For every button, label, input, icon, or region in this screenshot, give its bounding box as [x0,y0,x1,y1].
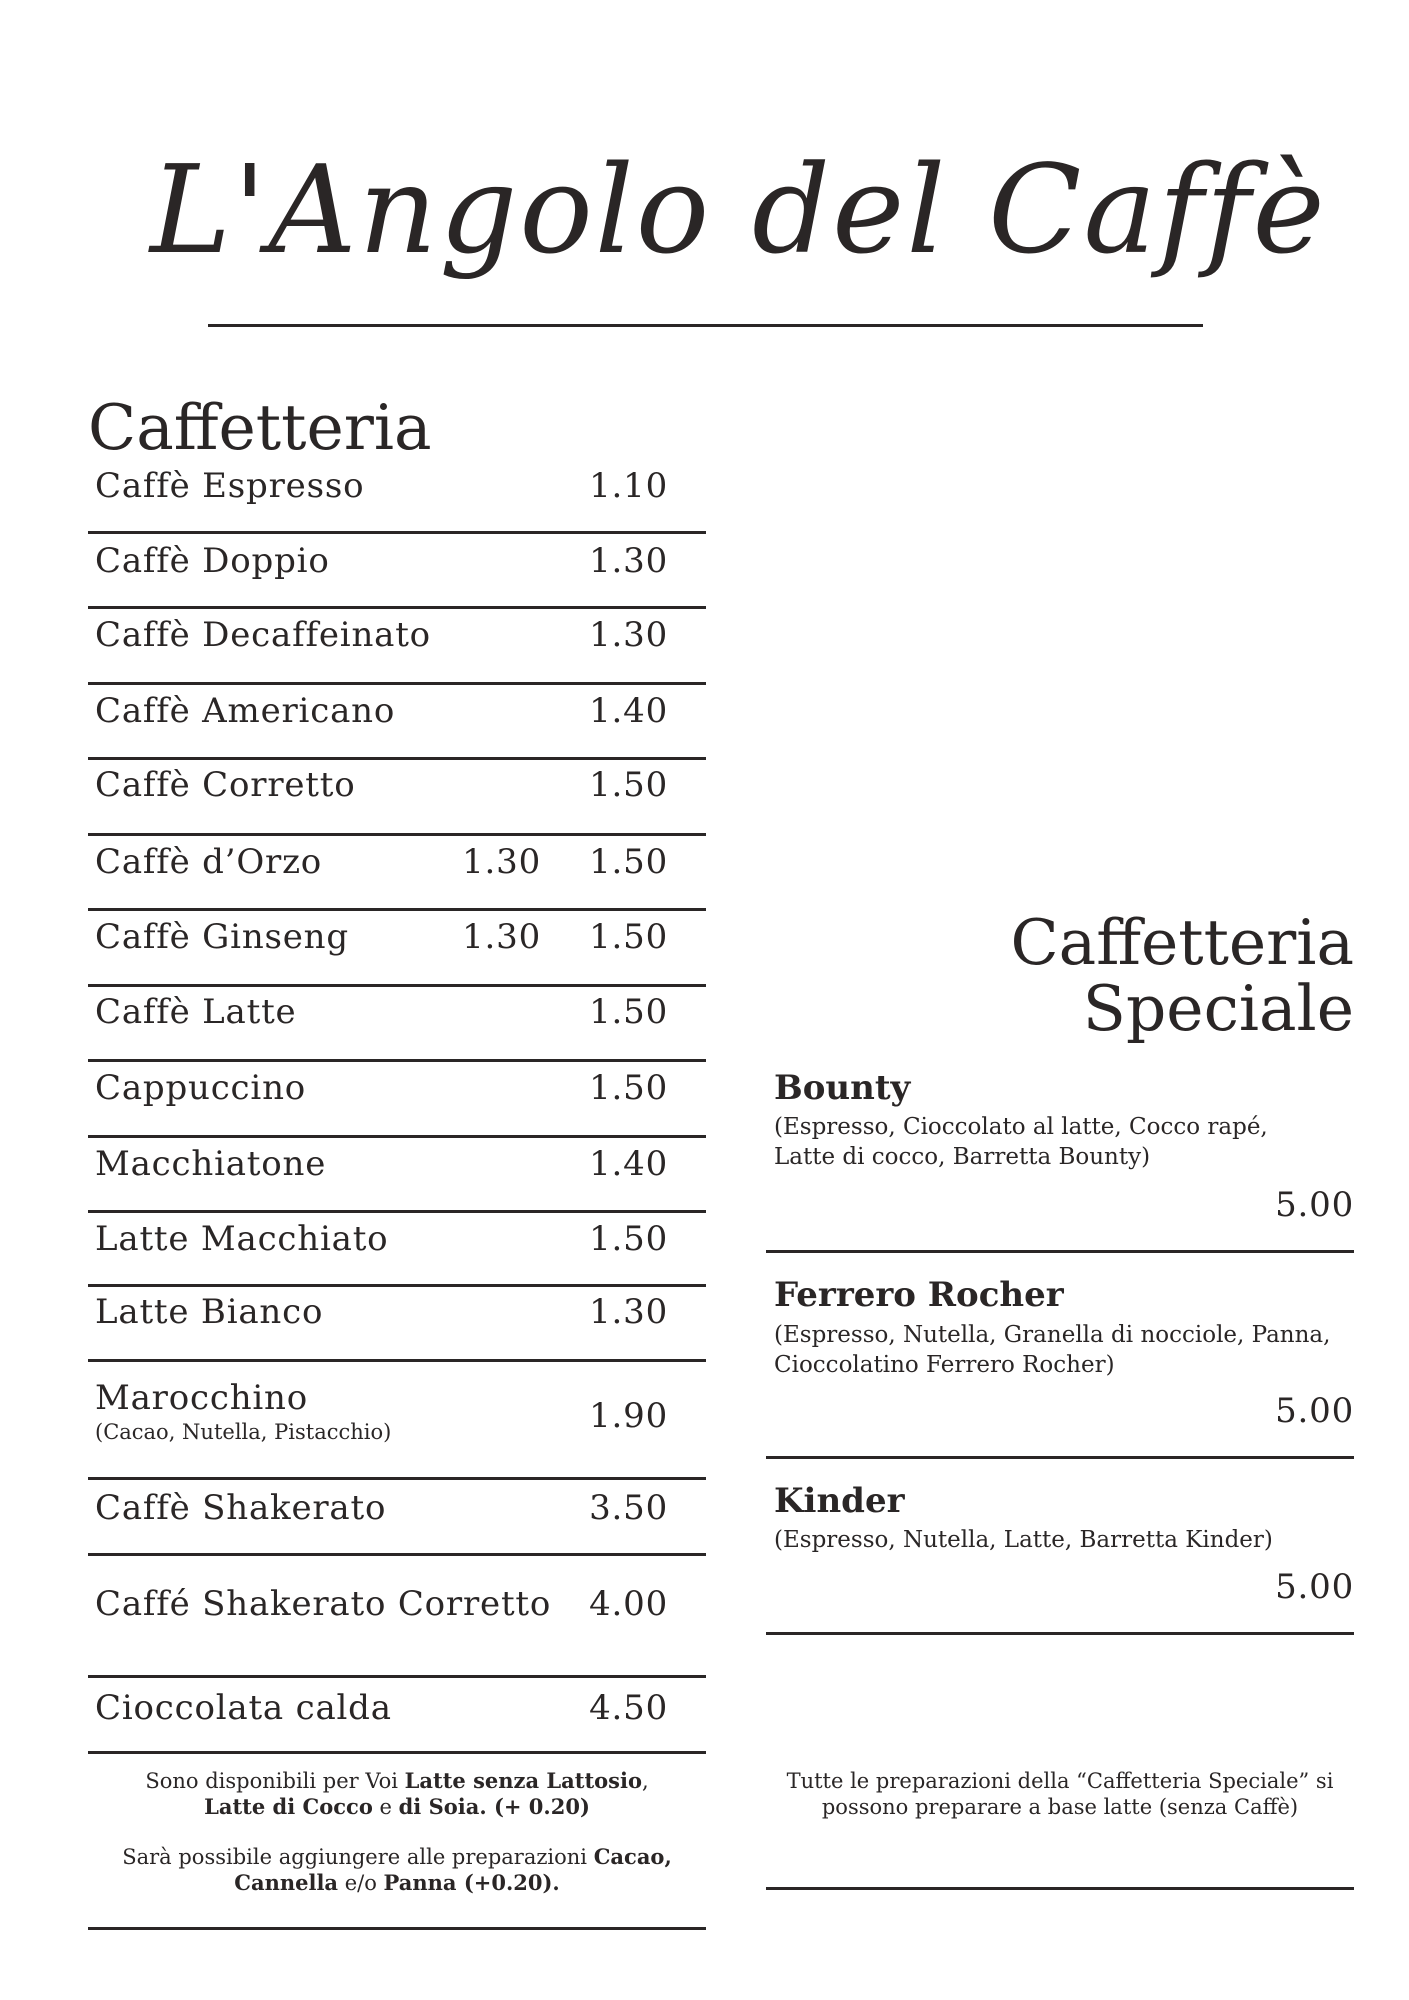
caffetteria-list [88,458,706,1754]
special-price: 5.00 [1275,1185,1354,1225]
item-price: 1.50 [589,917,668,957]
special-name: Bounty [774,1068,911,1108]
menu-item [88,1062,706,1138]
milk-note-sep-2: e [372,1795,399,1819]
item-price-small: 1.30 [462,917,541,957]
special-description: (Espresso, Nutella, Latte, Barretta Kinder) [774,1527,1273,1553]
item-price: 1.30 [589,1292,668,1332]
item-price: 1.50 [589,842,668,882]
special-item [766,1068,1354,1253]
milk-note-lactose-free: Latte senza Lattosio [404,1768,642,1793]
item-price: 1.40 [589,1144,668,1184]
menu-item [88,836,706,911]
item-name: Caffè Latte [95,992,297,1032]
item-price: 1.90 [589,1396,668,1436]
extras-note-prefix: Sarà possibile aggiungere alle preparazioni [122,1845,594,1869]
item-price: 1.30 [589,541,668,581]
menu-item [88,534,706,609]
extras-note-cream: Panna (+0.20). [383,1870,560,1895]
item-name: Caffè Shakerato [95,1488,387,1528]
item-price: 4.50 [589,1688,668,1728]
menu-item [88,458,706,534]
title-divider [208,324,1203,327]
menu-item [88,1480,706,1556]
item-name: Latte Bianco [95,1292,324,1332]
item-price: 4.00 [589,1584,668,1624]
milk-note-sep-1: , [641,1769,649,1793]
menu-item [88,1287,706,1362]
milk-note-soy: di Soia. (+ 0.20) [398,1794,590,1819]
menu-item [88,685,706,760]
item-name: Caffè Americano [95,691,396,731]
speciale-note-text: Tutte le preparazioni della “Caffetteria Speciale” si possono preparare a base latte (senza Caffè) [786,1769,1334,1819]
item-price: 1.30 [589,615,668,655]
menu-item [88,987,706,1062]
item-name: Caffè Decaffeinato [95,615,431,655]
item-name: Cioccolata calda [95,1688,392,1728]
speciale-note [766,1768,1354,1890]
item-price-small: 1.30 [462,842,541,882]
extras-note [88,1844,706,1896]
item-price: 3.50 [589,1488,668,1528]
item-price: 1.10 [589,466,668,506]
caffetteria-notes [88,1768,706,1930]
special-name: Kinder [774,1481,905,1521]
special-description: (Espresso, Nutella, Granella di nocciole, Panna, Cioccolatino Ferrero Rocher) [774,1322,1331,1378]
item-name: Cappuccino [95,1068,307,1108]
extras-note-sep: e/o [338,1871,384,1895]
item-name: Caffé Shakerato Corretto [95,1584,552,1624]
speciale-heading-line-1: Caffetteria [1010,906,1354,979]
special-item [766,1459,1354,1635]
menu-item [88,1213,706,1287]
special-item [766,1253,1354,1459]
item-price: 1.50 [589,1219,668,1259]
speciale-heading-line-2: Speciale [1082,972,1354,1045]
milk-note-prefix: Sono disponibili per Voi [145,1769,405,1793]
extras-note-cacao-cinnamon: Cacao, Cannella [234,1844,672,1895]
item-subtitle: (Cacao, Nutella, Pistacchio) [95,1420,392,1444]
item-name: Caffè Ginseng [95,917,349,957]
menu-item [88,760,706,836]
item-price: 1.50 [589,992,668,1032]
menu-item [88,1556,706,1678]
special-price: 5.00 [1275,1567,1354,1607]
item-name: Latte Macchiato [95,1219,389,1259]
special-name: Ferrero Rocher [774,1275,1064,1315]
item-name: Caffè Corretto [95,765,356,805]
caffetteria-heading: Caffetteria [88,391,432,464]
menu-item [88,1362,706,1480]
special-price: 5.00 [1275,1391,1354,1431]
milk-note-coconut: Latte di Cocco [204,1794,373,1819]
item-name: Caffè Doppio [95,541,330,581]
item-name: Caffè d’Orzo [95,842,323,882]
item-name: Caffè Espresso [95,466,365,506]
caffetteria-speciale-heading [1010,906,1354,1045]
menu-item [88,911,706,987]
caffetteria-speciale-list [766,1068,1354,1635]
item-name: Marocchino [95,1378,309,1418]
item-price: 1.50 [589,1068,668,1108]
menu-item [88,1138,706,1213]
item-price: 1.50 [589,765,668,805]
menu-title: L'Angolo del Caffè [150,139,1327,281]
special-description: (Espresso, Cioccolato al latte, Cocco rapé, Latte di cocco, Barretta Bounty) [774,1114,1268,1170]
item-name: Macchiatone [95,1144,327,1184]
milk-options-note [88,1768,706,1820]
menu-item [88,1678,706,1754]
item-price: 1.40 [589,691,668,731]
menu-item [88,609,706,685]
